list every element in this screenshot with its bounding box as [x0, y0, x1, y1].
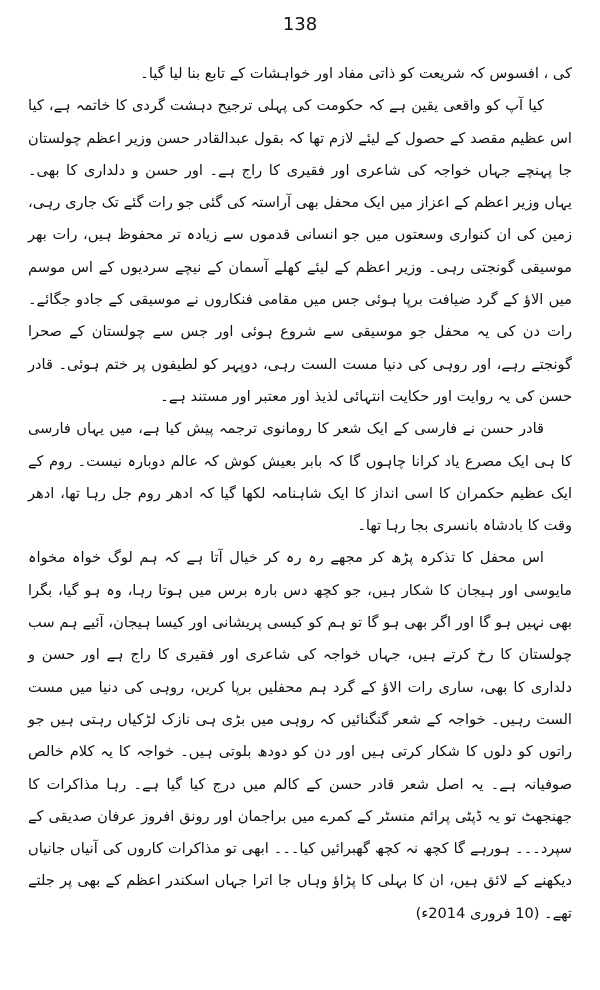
paragraph-1: کی ، افسوس کہ شریعت کو ذاتی مفاد اور خواہشات کے تابع بنا لیا گیا۔: [140, 65, 572, 82]
paragraph-4: اس محفل کا تذکرہ پڑھ کر مجھے رہ رہ کر خیال آتا ہے کہ ہم لوگ خواہ مخواہ مایوسی اور ہیجان کا شکار ہیں، جو کچھ دس بارہ برس میں ہوتا رہا، وہ ہو گیا، بگرا بھی نہیں ہو گا اور اگر بھی ہو گا تو ہم کو کیسی پریشانی اور کیسا ہیجان، آئیے ہم سب چولستان کا رخ کرتے ہیں، جہاں خواجہ کی شاعری اور فقیری کا راج ہے اور حسن و دلداری کا بھی، ساری رات الاؤ کے گرد ہم محفلیں برپا کریں، روہی کی دنیا میں مست الست رہیں۔ خواجہ کے شعر گنگنائیں کہ روہی میں بڑی ہی نازک لڑکیاں رہتی ہیں جو راتوں کو دلوں کا شکار کرتی ہیں اور دن کو دودھ بلوتی ہیں۔ خواجہ کا یہ کلام خالص صوفیانہ ہے۔ یہ اصل شعر قادر حسن کے کالم میں درج کیا گیا ہے۔ رہا مذاکرات کا جھنجھٹ تو یہ ڈپٹی پرائم منسٹر کے کمرے میں براجمان اور رونق افروز عرفان صدیقی کے سپرد۔۔۔ ہورہے گا کچھ نہ کچھ گھبرائیں کیا۔۔۔ ابھی تو مذاکرات کاروں کی آنیاں جانیاں دیکھنے کے لائق ہیں، ان کا بہلی کا پڑاؤ وہاں جا اترا جہاں اسکندر اعظم کے بھی پر جلتے تھے۔ (10 فروری 2014ء): [28, 549, 572, 922]
page-number: 138: [282, 14, 318, 35]
paragraph-2: کیا آپ کو واقعی یقین ہے کہ حکومت کی پہلی ترجیح دہشت گردی کا خاتمہ ہے، کیا اس عظیم مقصد کے حصول کے لیئے لازم تھا کہ بقول عبدالقادر حسن وزیر اعظم چولستان جا پہنچے جہاں خواجہ کی شاعری اور فقیری کا راج ہے۔ اور حسن و دلداری کا بھی۔ یہاں وزیر اعظم کے اعزاز میں ایک محفل بھی آراستہ کی گئی جو رات گئے تک جاری رہی، زمین کی ان کنواری وسعتوں میں جو انسانی قدموں سے زیادہ تر محفوظ ہیں، رات بھر موسیقی گونجتی رہی۔ وزیر اعظم کے لیئے کھلے آسمان کے نیچے سردیوں کے اس موسم میں الاؤ کے گرد ضیافت برپا ہوئی جس میں مقامی فنکاروں نے موسیقی کے جادو جگائے۔ رات دن کی یہ محفل جو موسیقی سے شروع ہوئی اور جس سے چولستان کے صحرا گونجتے رہے، اور روہی کی دنیا مست الست رہی، دوپہر کو لطیفوں پر ختم ہوئی۔ قادر حسن کی یہ روایت اور حکایت انتہائی لذیذ اور معتبر اور مستند ہے۔: [28, 97, 572, 405]
paragraph-3: قادر حسن نے فارسی کے ایک شعر کا رومانوی ترجمہ پیش کیا ہے، میں یہاں فارسی کا ہی ایک مصرع یاد کرانا چاہوں گا کہ بابر بعیش کوش کہ عالم دوبارہ نیست۔ روم کے ایک عظیم حکمران کا اسی انداز کا ایک شاہنامہ لکھا گیا کہ ادھر روم جل رہا تھا، ادھر وقت کا بادشاہ بانسری بجا رہا تھا۔: [28, 420, 572, 535]
article-body: [28, 58, 572, 930]
